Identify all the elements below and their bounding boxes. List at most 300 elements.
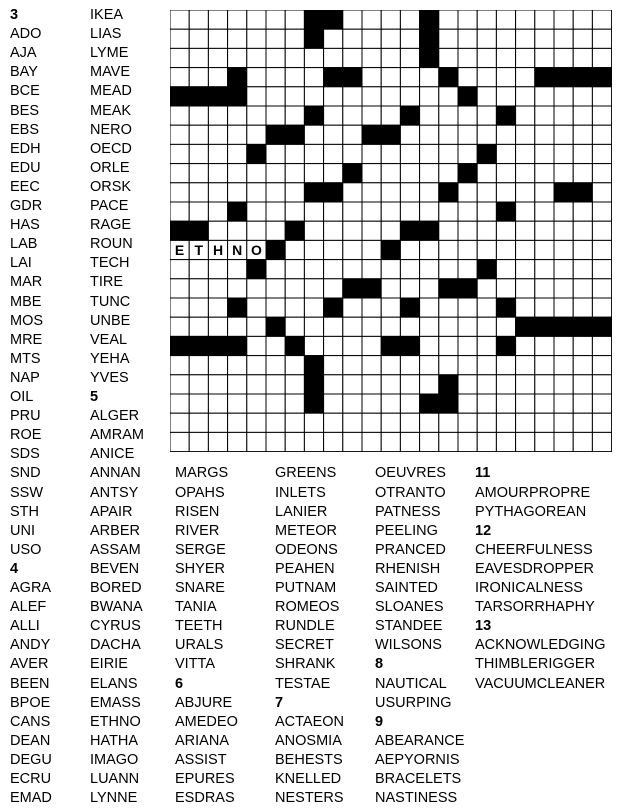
grid-cell[interactable]	[535, 144, 554, 163]
grid-cell[interactable]	[573, 240, 592, 259]
grid-cell[interactable]	[573, 125, 592, 144]
grid-cell[interactable]	[592, 202, 611, 221]
grid-cell[interactable]	[228, 279, 247, 298]
grid-cell[interactable]	[420, 164, 439, 183]
grid-cell[interactable]	[189, 106, 208, 125]
grid-cell[interactable]	[247, 106, 266, 125]
grid-cell[interactable]	[189, 164, 208, 183]
grid-cell[interactable]	[208, 10, 227, 29]
grid-cell[interactable]	[573, 29, 592, 48]
grid-cell[interactable]	[189, 298, 208, 317]
grid-cell[interactable]	[477, 68, 496, 87]
grid-cell[interactable]	[516, 336, 535, 355]
grid-cell[interactable]	[285, 432, 304, 451]
grid-cell[interactable]	[381, 29, 400, 48]
grid-cell[interactable]	[343, 48, 362, 67]
grid-cell[interactable]	[228, 432, 247, 451]
grid-cell[interactable]	[458, 221, 477, 240]
grid-cell[interactable]	[535, 125, 554, 144]
grid-cell[interactable]	[381, 356, 400, 375]
grid-cell[interactable]	[400, 183, 419, 202]
grid-cell[interactable]	[496, 375, 515, 394]
grid-cell[interactable]	[247, 413, 266, 432]
grid-cell[interactable]	[381, 279, 400, 298]
grid-cell[interactable]	[324, 413, 343, 432]
grid-cell[interactable]	[420, 260, 439, 279]
grid-cell[interactable]	[285, 183, 304, 202]
grid-cell[interactable]	[439, 144, 458, 163]
grid-cell[interactable]	[189, 413, 208, 432]
grid-cell[interactable]	[381, 413, 400, 432]
grid-cell[interactable]	[535, 87, 554, 106]
grid-cell[interactable]	[343, 298, 362, 317]
grid-cell[interactable]	[458, 125, 477, 144]
grid-cell[interactable]	[189, 202, 208, 221]
grid-cell[interactable]	[208, 48, 227, 67]
grid-cell[interactable]	[516, 240, 535, 259]
grid-cell[interactable]	[573, 298, 592, 317]
grid-cell[interactable]	[266, 68, 285, 87]
grid-cell[interactable]	[535, 10, 554, 29]
grid-cell[interactable]	[304, 144, 323, 163]
grid-cell[interactable]	[381, 317, 400, 336]
grid-cell[interactable]	[458, 356, 477, 375]
grid-cell[interactable]	[362, 260, 381, 279]
grid-cell[interactable]	[535, 298, 554, 317]
grid-cell[interactable]	[400, 68, 419, 87]
grid-cell[interactable]	[343, 106, 362, 125]
grid-cell[interactable]	[420, 240, 439, 259]
grid-cell[interactable]	[362, 432, 381, 451]
grid-cell[interactable]	[420, 68, 439, 87]
grid-cell[interactable]	[228, 260, 247, 279]
grid-cell[interactable]	[458, 68, 477, 87]
grid-cell[interactable]	[496, 221, 515, 240]
grid-cell[interactable]	[170, 183, 189, 202]
grid-cell[interactable]	[400, 29, 419, 48]
grid-cell[interactable]	[420, 106, 439, 125]
grid-cell[interactable]	[554, 336, 573, 355]
grid-cell[interactable]	[381, 375, 400, 394]
grid-cell[interactable]	[381, 183, 400, 202]
grid-cell[interactable]	[208, 29, 227, 48]
grid-cell[interactable]	[189, 356, 208, 375]
grid-cell[interactable]	[439, 221, 458, 240]
grid-cell[interactable]	[324, 202, 343, 221]
grid-cell[interactable]	[439, 317, 458, 336]
grid-cell[interactable]	[266, 413, 285, 432]
grid-cell[interactable]	[496, 317, 515, 336]
grid-cell[interactable]	[208, 413, 227, 432]
grid-cell[interactable]	[535, 29, 554, 48]
grid-cell[interactable]	[516, 106, 535, 125]
grid-cell[interactable]	[400, 432, 419, 451]
grid-cell[interactable]	[304, 68, 323, 87]
grid-cell[interactable]	[458, 413, 477, 432]
grid-cell[interactable]	[343, 394, 362, 413]
grid-cell[interactable]	[362, 356, 381, 375]
grid-cell[interactable]	[458, 260, 477, 279]
grid-cell[interactable]	[208, 106, 227, 125]
grid-cell[interactable]	[343, 317, 362, 336]
grid-cell[interactable]	[477, 375, 496, 394]
grid-cell[interactable]	[516, 413, 535, 432]
grid-cell[interactable]	[208, 432, 227, 451]
grid-cell[interactable]	[343, 29, 362, 48]
grid-cell[interactable]	[420, 432, 439, 451]
grid-cell[interactable]	[439, 298, 458, 317]
grid-cell[interactable]	[324, 336, 343, 355]
grid-cell[interactable]	[285, 240, 304, 259]
grid-cell[interactable]	[362, 164, 381, 183]
grid-cell[interactable]	[400, 87, 419, 106]
grid-cell[interactable]	[400, 279, 419, 298]
grid-cell[interactable]	[266, 260, 285, 279]
grid-cell[interactable]	[228, 413, 247, 432]
grid-cell[interactable]	[516, 375, 535, 394]
grid-cell[interactable]	[247, 68, 266, 87]
grid-cell[interactable]	[324, 164, 343, 183]
grid-cell[interactable]	[266, 87, 285, 106]
grid-cell[interactable]	[266, 144, 285, 163]
grid-cell[interactable]	[381, 221, 400, 240]
grid-cell[interactable]	[362, 183, 381, 202]
grid-cell[interactable]	[477, 164, 496, 183]
grid-cell[interactable]	[516, 10, 535, 29]
grid-cell[interactable]	[228, 164, 247, 183]
grid-cell[interactable]	[343, 10, 362, 29]
grid-cell[interactable]	[496, 279, 515, 298]
grid-cell[interactable]	[247, 279, 266, 298]
grid-cell[interactable]	[535, 48, 554, 67]
grid-cell[interactable]	[228, 48, 247, 67]
grid-cell[interactable]	[266, 202, 285, 221]
grid-cell[interactable]	[189, 260, 208, 279]
grid-cell[interactable]	[324, 48, 343, 67]
grid-cell[interactable]	[266, 48, 285, 67]
grid-cell[interactable]	[439, 106, 458, 125]
grid-cell[interactable]	[573, 164, 592, 183]
grid-cell[interactable]	[592, 413, 611, 432]
grid-cell[interactable]	[170, 375, 189, 394]
grid-cell[interactable]	[458, 432, 477, 451]
grid-cell[interactable]	[554, 221, 573, 240]
grid-cell[interactable]	[516, 68, 535, 87]
grid-cell[interactable]	[304, 260, 323, 279]
grid-cell[interactable]	[189, 144, 208, 163]
grid-cell[interactable]	[400, 375, 419, 394]
grid-cell[interactable]	[381, 260, 400, 279]
grid-cell[interactable]	[592, 432, 611, 451]
grid-cell[interactable]	[208, 356, 227, 375]
grid-cell[interactable]	[304, 279, 323, 298]
grid-cell[interactable]	[477, 394, 496, 413]
grid-cell[interactable]	[381, 298, 400, 317]
grid-cell[interactable]	[285, 375, 304, 394]
grid-cell[interactable]	[554, 279, 573, 298]
grid-cell[interactable]	[496, 10, 515, 29]
grid-cell[interactable]	[535, 106, 554, 125]
grid-cell[interactable]	[554, 106, 573, 125]
grid-cell[interactable]	[554, 240, 573, 259]
grid-cell[interactable]	[477, 183, 496, 202]
grid-cell[interactable]	[381, 164, 400, 183]
grid-cell[interactable]	[535, 221, 554, 240]
grid-cell[interactable]	[420, 183, 439, 202]
grid-cell[interactable]	[266, 336, 285, 355]
grid-cell[interactable]	[420, 375, 439, 394]
grid-cell[interactable]	[381, 106, 400, 125]
grid-cell[interactable]	[496, 240, 515, 259]
grid-cell[interactable]	[189, 68, 208, 87]
grid-cell[interactable]	[554, 298, 573, 317]
grid-cell[interactable]	[400, 48, 419, 67]
grid-cell[interactable]	[458, 202, 477, 221]
grid-cell[interactable]	[189, 375, 208, 394]
grid-cell[interactable]	[208, 125, 227, 144]
grid-cell[interactable]	[285, 298, 304, 317]
grid-cell[interactable]	[592, 260, 611, 279]
grid-cell[interactable]	[554, 87, 573, 106]
grid-cell[interactable]	[573, 221, 592, 240]
grid-cell[interactable]	[324, 375, 343, 394]
grid-cell[interactable]	[439, 125, 458, 144]
grid-cell[interactable]	[304, 298, 323, 317]
grid-cell[interactable]	[247, 29, 266, 48]
grid-cell[interactable]	[324, 432, 343, 451]
grid-cell[interactable]	[362, 317, 381, 336]
grid-cell[interactable]	[400, 144, 419, 163]
grid-cell[interactable]	[304, 240, 323, 259]
grid-cell[interactable]	[477, 221, 496, 240]
grid-cell[interactable]	[554, 125, 573, 144]
grid-cell[interactable]	[208, 317, 227, 336]
grid-cell[interactable]	[362, 106, 381, 125]
grid-cell[interactable]	[496, 125, 515, 144]
grid-cell[interactable]	[554, 432, 573, 451]
grid-cell[interactable]	[496, 183, 515, 202]
grid-cell[interactable]	[266, 221, 285, 240]
grid-cell[interactable]	[573, 375, 592, 394]
grid-cell[interactable]	[189, 29, 208, 48]
grid-cell[interactable]	[439, 336, 458, 355]
grid-cell[interactable]	[592, 298, 611, 317]
grid-cell[interactable]	[516, 394, 535, 413]
grid-cell[interactable]	[400, 356, 419, 375]
grid-cell[interactable]	[228, 221, 247, 240]
grid-cell[interactable]	[208, 394, 227, 413]
grid-cell[interactable]	[228, 183, 247, 202]
grid-cell[interactable]	[400, 164, 419, 183]
grid-cell[interactable]	[420, 298, 439, 317]
grid-cell[interactable]	[554, 164, 573, 183]
grid-cell[interactable]	[285, 356, 304, 375]
grid-cell[interactable]	[535, 432, 554, 451]
grid-cell[interactable]	[266, 394, 285, 413]
grid-cell[interactable]	[362, 221, 381, 240]
grid-cell[interactable]	[285, 29, 304, 48]
grid-cell[interactable]	[228, 125, 247, 144]
grid-cell[interactable]	[592, 29, 611, 48]
grid-cell[interactable]	[266, 356, 285, 375]
grid-cell[interactable]	[228, 394, 247, 413]
grid-cell[interactable]	[285, 68, 304, 87]
grid-cell[interactable]	[304, 125, 323, 144]
grid-cell[interactable]	[381, 87, 400, 106]
grid-cell[interactable]	[247, 394, 266, 413]
grid-cell[interactable]	[496, 394, 515, 413]
grid-cell[interactable]	[477, 356, 496, 375]
grid-cell[interactable]	[573, 432, 592, 451]
grid-cell[interactable]	[573, 413, 592, 432]
grid-cell[interactable]	[247, 125, 266, 144]
grid-cell[interactable]	[343, 144, 362, 163]
grid-cell[interactable]	[477, 432, 496, 451]
grid-cell[interactable]	[535, 336, 554, 355]
grid-cell[interactable]	[573, 336, 592, 355]
grid-cell[interactable]	[343, 202, 362, 221]
grid-cell[interactable]	[247, 317, 266, 336]
grid-cell[interactable]	[266, 279, 285, 298]
grid-cell[interactable]	[343, 336, 362, 355]
grid-cell[interactable]	[400, 125, 419, 144]
grid-cell[interactable]	[439, 29, 458, 48]
grid-cell[interactable]	[247, 183, 266, 202]
grid-cell[interactable]	[477, 317, 496, 336]
grid-cell[interactable]	[228, 375, 247, 394]
grid-cell[interactable]	[266, 29, 285, 48]
grid-cell[interactable]	[170, 164, 189, 183]
grid-cell[interactable]	[496, 356, 515, 375]
grid-cell[interactable]	[170, 298, 189, 317]
grid-cell[interactable]	[516, 202, 535, 221]
grid-cell[interactable]	[535, 279, 554, 298]
grid-cell[interactable]	[324, 144, 343, 163]
grid-cell[interactable]	[247, 432, 266, 451]
grid-cell[interactable]	[573, 87, 592, 106]
grid-cell[interactable]	[592, 10, 611, 29]
grid-cell[interactable]	[362, 202, 381, 221]
grid-cell[interactable]	[573, 279, 592, 298]
grid-cell[interactable]	[228, 10, 247, 29]
grid-cell[interactable]	[266, 375, 285, 394]
grid-cell[interactable]	[458, 106, 477, 125]
grid-cell[interactable]	[554, 356, 573, 375]
grid-cell[interactable]	[381, 68, 400, 87]
grid-cell[interactable]	[535, 413, 554, 432]
grid-cell[interactable]	[592, 87, 611, 106]
grid-cell[interactable]	[381, 394, 400, 413]
grid-cell[interactable]	[362, 29, 381, 48]
grid-cell[interactable]	[477, 87, 496, 106]
grid-cell[interactable]	[285, 279, 304, 298]
grid-cell[interactable]	[554, 394, 573, 413]
grid-cell[interactable]	[458, 48, 477, 67]
grid-cell[interactable]	[592, 106, 611, 125]
grid-cell[interactable]	[362, 375, 381, 394]
grid-cell[interactable]	[208, 144, 227, 163]
grid-cell[interactable]	[439, 164, 458, 183]
grid-cell[interactable]	[343, 125, 362, 144]
grid-cell[interactable]	[362, 336, 381, 355]
grid-cell[interactable]	[592, 144, 611, 163]
grid-cell[interactable]	[170, 413, 189, 432]
grid-cell[interactable]	[573, 106, 592, 125]
grid-cell[interactable]	[420, 87, 439, 106]
grid-cell[interactable]	[516, 144, 535, 163]
grid-cell[interactable]	[170, 10, 189, 29]
grid-cell[interactable]	[458, 144, 477, 163]
grid-cell[interactable]	[343, 356, 362, 375]
grid-cell[interactable]	[247, 356, 266, 375]
grid-cell[interactable]	[285, 48, 304, 67]
grid-cell[interactable]	[343, 183, 362, 202]
grid-cell[interactable]	[381, 48, 400, 67]
grid-cell[interactable]	[285, 202, 304, 221]
grid-cell[interactable]	[170, 106, 189, 125]
grid-cell[interactable]	[324, 221, 343, 240]
grid-cell[interactable]	[458, 10, 477, 29]
grid-cell[interactable]	[554, 48, 573, 67]
grid-cell[interactable]	[573, 394, 592, 413]
grid-cell[interactable]	[381, 202, 400, 221]
grid-cell[interactable]	[516, 221, 535, 240]
grid-cell[interactable]	[324, 29, 343, 48]
grid-cell[interactable]	[304, 164, 323, 183]
grid-cell[interactable]	[477, 240, 496, 259]
grid-cell[interactable]	[362, 394, 381, 413]
grid-cell[interactable]	[535, 356, 554, 375]
grid-cell[interactable]	[477, 10, 496, 29]
grid-cell[interactable]	[592, 336, 611, 355]
grid-cell[interactable]	[170, 202, 189, 221]
grid-cell[interactable]	[189, 10, 208, 29]
grid-cell[interactable]	[343, 221, 362, 240]
grid-cell[interactable]	[477, 29, 496, 48]
grid-cell[interactable]	[324, 87, 343, 106]
grid-cell[interactable]	[592, 221, 611, 240]
grid-cell[interactable]	[439, 87, 458, 106]
grid-cell[interactable]	[477, 125, 496, 144]
grid-cell[interactable]	[266, 183, 285, 202]
grid-cell[interactable]	[362, 413, 381, 432]
grid-cell[interactable]	[400, 240, 419, 259]
grid-cell[interactable]	[362, 298, 381, 317]
grid-cell[interactable]	[266, 10, 285, 29]
grid-cell[interactable]	[343, 240, 362, 259]
grid-cell[interactable]	[477, 336, 496, 355]
grid-cell[interactable]	[170, 68, 189, 87]
grid-cell[interactable]	[247, 298, 266, 317]
grid-cell[interactable]	[170, 279, 189, 298]
grid-cell[interactable]	[458, 336, 477, 355]
grid-cell[interactable]	[496, 144, 515, 163]
grid-cell[interactable]	[496, 87, 515, 106]
grid-cell[interactable]	[343, 413, 362, 432]
grid-cell[interactable]	[170, 432, 189, 451]
grid-cell[interactable]	[573, 48, 592, 67]
grid-cell[interactable]	[458, 183, 477, 202]
grid-cell[interactable]	[247, 375, 266, 394]
grid-cell[interactable]	[439, 356, 458, 375]
grid-cell[interactable]	[420, 317, 439, 336]
grid-cell[interactable]	[458, 394, 477, 413]
grid-cell[interactable]	[189, 125, 208, 144]
grid-cell[interactable]	[516, 260, 535, 279]
grid-cell[interactable]	[324, 394, 343, 413]
grid-cell[interactable]	[496, 29, 515, 48]
grid-cell[interactable]	[573, 260, 592, 279]
